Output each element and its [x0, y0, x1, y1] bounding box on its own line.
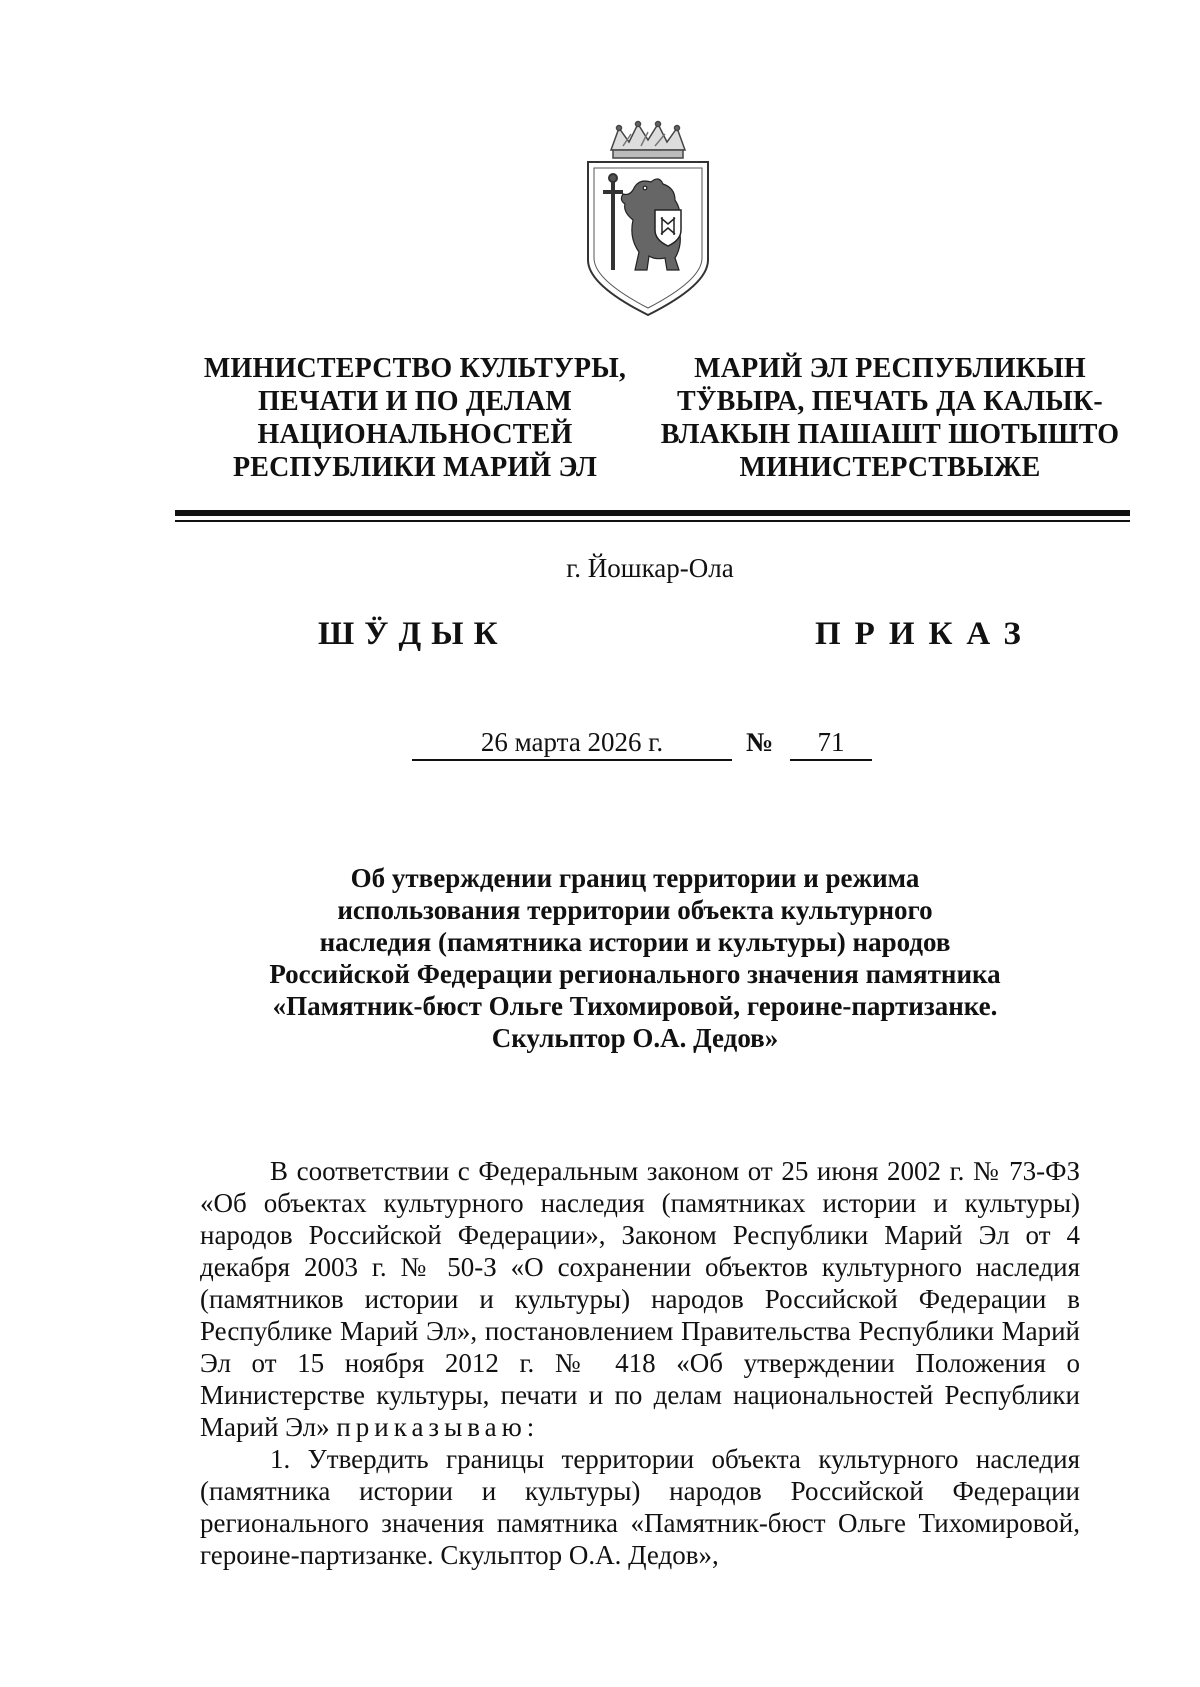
crown-icon — [611, 122, 685, 159]
city-name: г. Йошкар-Ола — [566, 553, 734, 583]
ministry-name-russian: МИНИСТЕРСТВО КУЛЬТУРЫ, ПЕЧАТИ И ПО ДЕЛАМ НАЦИОНАЛЬНОСТЕЙ РЕСПУБЛИКИ МАРИЙ ЭЛ — [203, 353, 627, 483]
order-date: 26 марта 2026 г. — [412, 727, 732, 761]
order-number: 71 — [790, 727, 872, 761]
header-divider-thin — [175, 520, 1130, 522]
city-line — [0, 553, 1200, 584]
document-title: Об утверждении границ территории и режима использования территории объекта культурного наследия (памятника истории и культуры) народов Российской Федерации регионального значения памятника «Памятник-бюст Ольге Тихомировой, героине-партизанке. Скульптор О.А. Дедов» — [269, 863, 1001, 1053]
preamble-text: В соответствии с Федеральным законом от 25 июня 2002 г. № 73-ФЗ «Об объектах культурного наследия (памятниках истории и культуры) народов Российской Федерации», Законом Республики Марий Эл от 4 декабря 2003 г. № 50-З «О сохранении объектов культурного наследия (памятников истории и культуры) народов Российской Федерации в Республике Марий Эл», постановлением Правительства Республики Марий Эл от 15 ноября 2012 г. № 418 «Об утверждении Положения о Министерстве культуры, печати и по делам национальностей Республики Марий Эл» — [200, 1156, 1080, 1442]
item-1-paragraph: 1. Утвердить границы территории объекта культурного наследия (памятника истории и культуры) народов Российской Федерации регионального значения памятника «Памятник-бюст Ольге Тихомировой, героине-партизанке. Скульптор О.А. Дедов», — [200, 1444, 1080, 1570]
header-divider-thick — [175, 510, 1130, 516]
number-sign: № — [746, 727, 774, 757]
order-word-russian: ПРИКАЗ — [815, 616, 1035, 652]
order-word-mari: ШӰДЫК — [318, 616, 508, 652]
ministry-name-mari: МАРИЙ ЭЛ РЕСПУБЛИКЫН ТӰВЫРА, ПЕЧАТЬ ДА КАЛЫК- ВЛАКЫН ПАШАШТ ШОТЫШТО МИНИСТЕРСТВЫЖЕ — [660, 353, 1120, 483]
preamble-paragraph — [200, 1155, 1080, 1443]
order-verb: приказываю: — [336, 1412, 540, 1442]
coat-of-arms-emblem — [583, 120, 713, 320]
document-body — [200, 1155, 1080, 1571]
ornament-shield-icon — [655, 210, 681, 246]
